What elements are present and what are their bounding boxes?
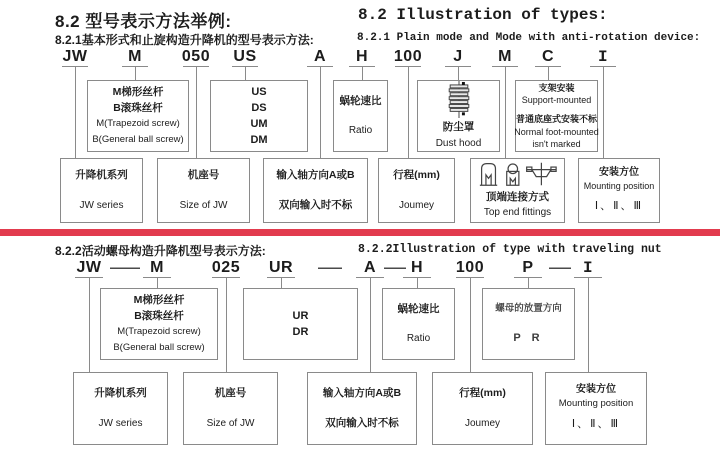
- model-code-segment: M: [498, 48, 512, 65]
- model-code-segment: 100: [455, 259, 485, 276]
- model-code-segment: M: [128, 48, 142, 65]
- model-code-segment: US: [233, 48, 257, 65]
- box-screw-type: M梯形丝杆 B滚珠丝杆 M(Trapezoid screw) B(General ball screw): [100, 288, 218, 360]
- box-nut-direction: 螺母的放置方向 P R: [482, 288, 575, 360]
- model-code-segment: A: [363, 259, 377, 276]
- section-heading-zh: 8.2 型号表示方法举例:: [55, 12, 232, 31]
- box-journey: 行程(mm) Joumey: [378, 158, 455, 223]
- box-top-end-fittings: 顶端连接方式 Top end fittings: [470, 158, 565, 223]
- model-code-segment: JW: [62, 48, 88, 65]
- top-end-fittings-icon: [475, 161, 561, 187]
- model-code-segment: I: [597, 48, 609, 66]
- model-code-segment: 100: [393, 48, 423, 65]
- box-journey: 行程(mm) Joumey: [432, 372, 533, 445]
- box-input-direction: 输入轴方向A或B 双向输入时不标: [307, 372, 417, 445]
- box-head-type-codes: UR DR: [243, 288, 358, 360]
- box-screw-type: M梯形丝杆 B滚珠丝杆 M(Trapezoid screw) B(General ball screw): [87, 80, 189, 152]
- dust-hood-icon: [445, 81, 473, 118]
- section-subheading-en: 8.2.2Illustration of type with traveling nut: [358, 243, 662, 256]
- box-mounting-note: 支架安装 Support-mounted 普通底座式安装不标 Normal foot-mounted isn't marked: [515, 80, 598, 152]
- model-code-segment: JW: [76, 259, 102, 276]
- box-series: 升降机系列 JW series: [73, 372, 168, 445]
- box-size: 机座号 Size of JW: [183, 372, 278, 445]
- model-code-segment: UR: [268, 259, 294, 276]
- box-size: 机座号 Size of JW: [157, 158, 250, 223]
- model-code-segment: M: [150, 259, 164, 276]
- box-mounting-position: 安装方位 Mounting position Ⅰ、Ⅱ、Ⅲ: [578, 158, 660, 223]
- model-code-segment: A: [313, 48, 327, 65]
- model-code-segment: 050: [181, 48, 211, 65]
- model-code-segment: H: [410, 259, 424, 276]
- box-mounting-position: 安装方位 Mounting position Ⅰ、Ⅱ、Ⅲ: [545, 372, 647, 445]
- model-code-segment: I: [582, 259, 594, 277]
- section-heading-en: 8.2 Illustration of types:: [358, 6, 608, 24]
- box-ratio: 蜗轮速比 Ratio: [382, 288, 455, 360]
- section-subheading-en: 8.2.1 Plain mode and Mode with anti-rotation device:: [357, 32, 701, 44]
- model-code-segment: P: [522, 259, 534, 276]
- box-ratio: 蜗轮速比 Ratio: [333, 80, 388, 152]
- section-subheading-zh: 8.2.1基本形式和止旋构造升降机的型号表示方法:: [55, 33, 314, 47]
- box-series: 升降机系列 JW series: [60, 158, 143, 223]
- box-dust-hood: 防尘罩 Dust hood: [417, 80, 500, 152]
- box-input-direction: 输入轴方向A或B 双向输入时不标: [263, 158, 368, 223]
- model-code-segment: C: [541, 48, 555, 65]
- model-code-segment: 025: [211, 259, 241, 276]
- section-subheading-zh: 8.2.2活动螺母构造升降机型号表示方法:: [55, 244, 266, 258]
- box-head-type-codes: US DS UM DM: [210, 80, 308, 152]
- model-code-segment: J: [453, 48, 463, 65]
- model-code-segment: H: [355, 48, 369, 65]
- section-divider: [0, 229, 720, 236]
